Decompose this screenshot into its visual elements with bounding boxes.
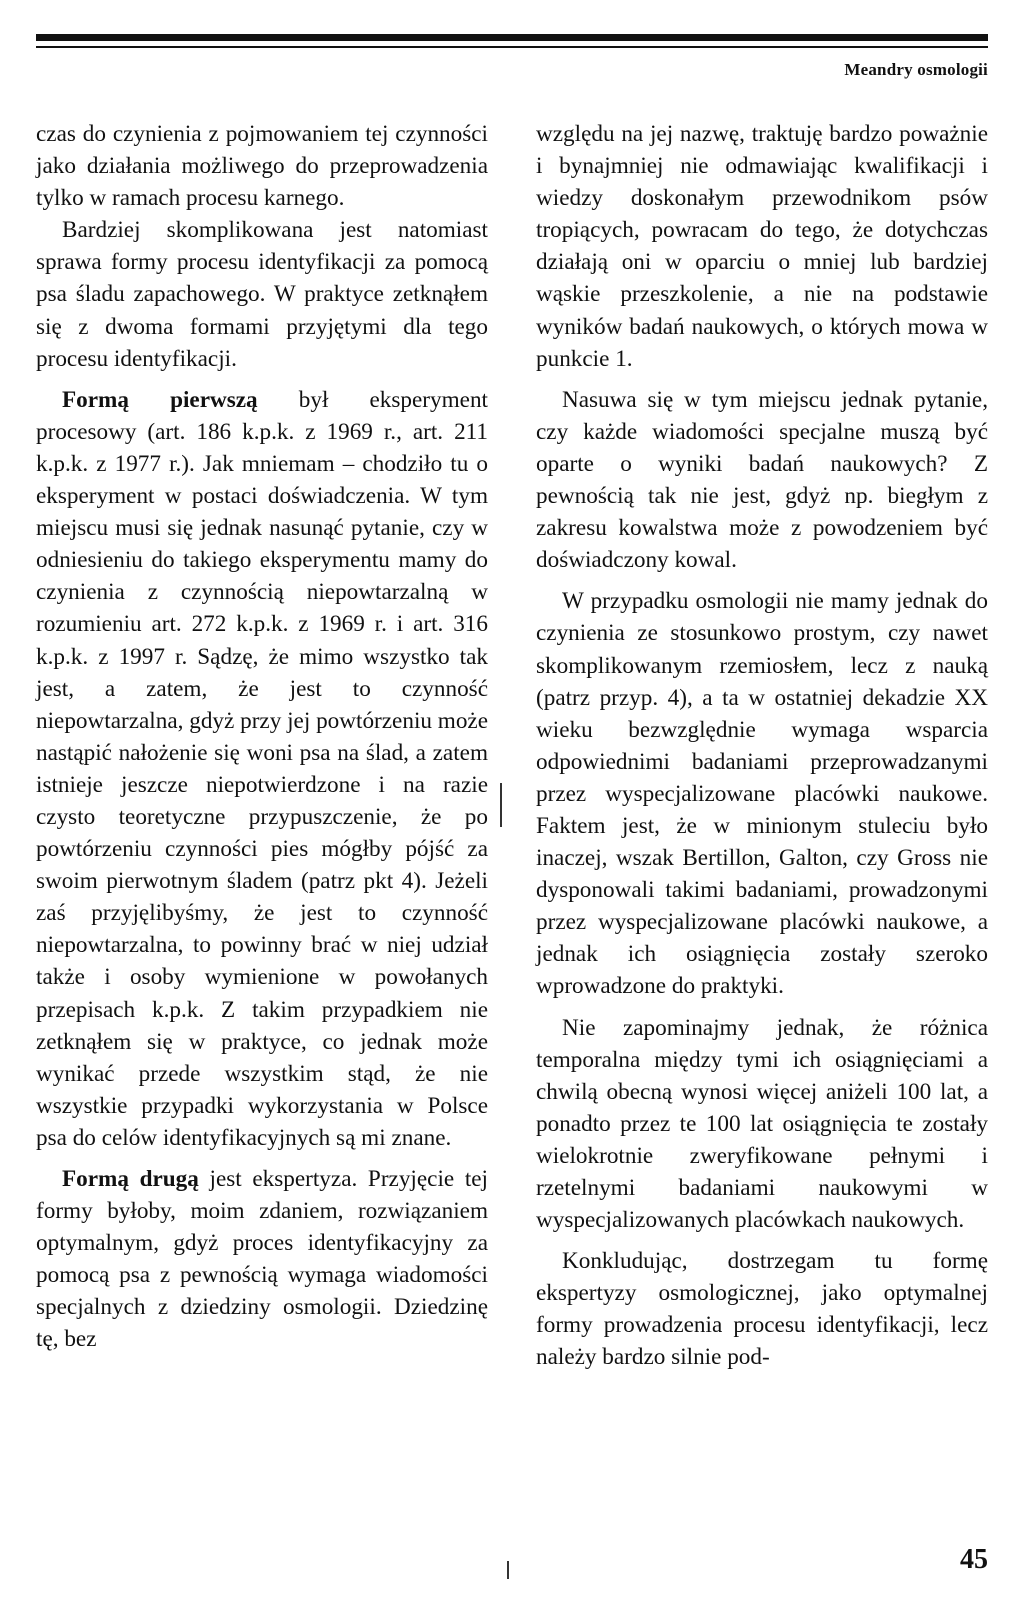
left-paragraph-4-lead: Formą drugą [62, 1166, 199, 1192]
header-rule-thin [36, 46, 988, 48]
left-paragraph-1: czas do czynienia z pojmowaniem tej czynności jako działania możliwego do przeprowadzenia tylko w ramach procesu karnego. [36, 121, 488, 212]
right-column [536, 118, 988, 1374]
right-paragraph-4: Nie zapominajmy jednak, że różnica temporalna między tymi ich osiągnięciami a chwilą obecną wynosi więcej aniżeli 100 lat, a ponadto przez te 100 lat osiągnięcia te zostały wielokrotnie zweryfikowane pełnymi i rzetelnymi badaniami naukowymi w wyspecjalizowanych placówkach naukowych. [536, 1014, 988, 1234]
right-paragraph-1: względu na jej nazwę, traktuję bardzo poważnie i bynajmniej nie odmawiając kwalifikacji i wiedzy doskonałym przewodnikom psów tropiących, powracam do tego, że dotychczas działają oni w oparciu o mniej lub bardziej wąskie przeszkolenie, a nie na podstawie wyników badań naukowych, o których mowa w punkcie 1. [536, 121, 988, 372]
left-paragraph-4 [36, 1163, 488, 1356]
page-number: 45 [960, 1544, 988, 1575]
left-paragraph-2: Bardziej skomplikowana jest natomiast sprawa formy procesu identyfikacji za pomocą psa śladu zapachowego. W praktyce zetknąłem się z dwoma formami przyjętymi dla tego procesu identyfikacji. [36, 217, 488, 372]
header-rule-thick [36, 34, 988, 41]
left-paragraph-3-lead: Formą pierwszą [62, 386, 258, 413]
left-paragraph-3-text: był eksperyment procesowy (art. 186 k.p.k. z 1969 r., art. 211 k.p.k. z 1977 r.). Jak mniemam – chodziło tu o eksperyment w postaci doświadczenia. W tym miejscu musi się jednak nasunąć pytanie, czy w odniesieniu do takiego eksperymentu mamy do czynienia z czynnością niepowtarzalną w rozumieniu art. 272 k.p.k. z 1969 r. i art. 316 k.p.k. z 1997 r. Sądzę, że mimo wszystko tak jest, a zatem, że jest to czynność niepowtarzalna, gdyż przy jej powtórzeniu może nastąpić nałożenie się woni psa na ślad, a zatem istnieje jeszcze niepotwierdzone i na razie czysto teoretyczne przypuszczenie, że po powtórzeniu czynności pies mógłby pójść za swoim pierwotnym śladem (patrz pkt 4). Jeżeli zaś przyjęlibyśmy, że jest to czynność niepowtarzalna, to powinny brać w niej udział także i osoby wymienione w powołanych przepisach k.p.k. Z takim przypadkiem nie zetknąłem się w praktyce, co jednak może wynikać przede wszystkim stąd, że nie wszystkie przypadki wykorzystania w Polsce psa do celów identyfikacyjnych są mi znane. [36, 386, 488, 1151]
right-paragraph-2: Nasuwa się w tym miejscu jednak pytanie, czy każde wiadomości specjalne muszą być oparte o wyniki badań naukowych? Z pewnością tak nie jest, gdyż np. biegłym z zakresu kowalstwa może z powodzeniem być doświadczony kowal. [536, 386, 988, 574]
margin-mark [500, 783, 502, 827]
margin-mark-bottom [507, 1561, 509, 1579]
running-title: Meandry osmologii [844, 60, 988, 79]
left-paragraph-4-text: jest ekspertyza. Przyjęcie tej formy byłoby, moim zdaniem, rozwiązaniem optymalnym, gdyż proces identyfikacyjny za pomocą psa z pewnością wymaga wiadomości specjalnych z dziedziny osmologii. Dziedzinę tę, bez [36, 1166, 488, 1353]
left-column [36, 118, 488, 1356]
right-paragraph-3: W przypadku osmologii nie mamy jednak do czynienia ze stosunkowo prostym, czy nawet skomplikowanym rzemiosłem, lecz z nauką (patrz przyp. 4), a ta w ostatniej dekadzie XX wieku bezwzględnie wymaga wsparcia odpowiednimi badaniami przeprowadzanymi przez wyspecjalizowane placówki naukowe. Faktem jest, że w minionym stuleciu było inaczej, wszak Bertillon, Galton, czy Gross nie dysponowali takimi badaniami, prowadzonymi przez wyspecjalizowane placówki naukowe, a jednak ich osiągnięcia zostały szeroko wprowadzone do praktyki. [536, 588, 988, 1000]
left-paragraph-3 [36, 384, 488, 1154]
right-paragraph-5: Konkludując, dostrzegam tu formę ekspertyzy osmologicznej, jako optymalnej formy prowadzenia procesu identyfikacji, lecz należy bardzo silnie pod- [536, 1248, 988, 1371]
